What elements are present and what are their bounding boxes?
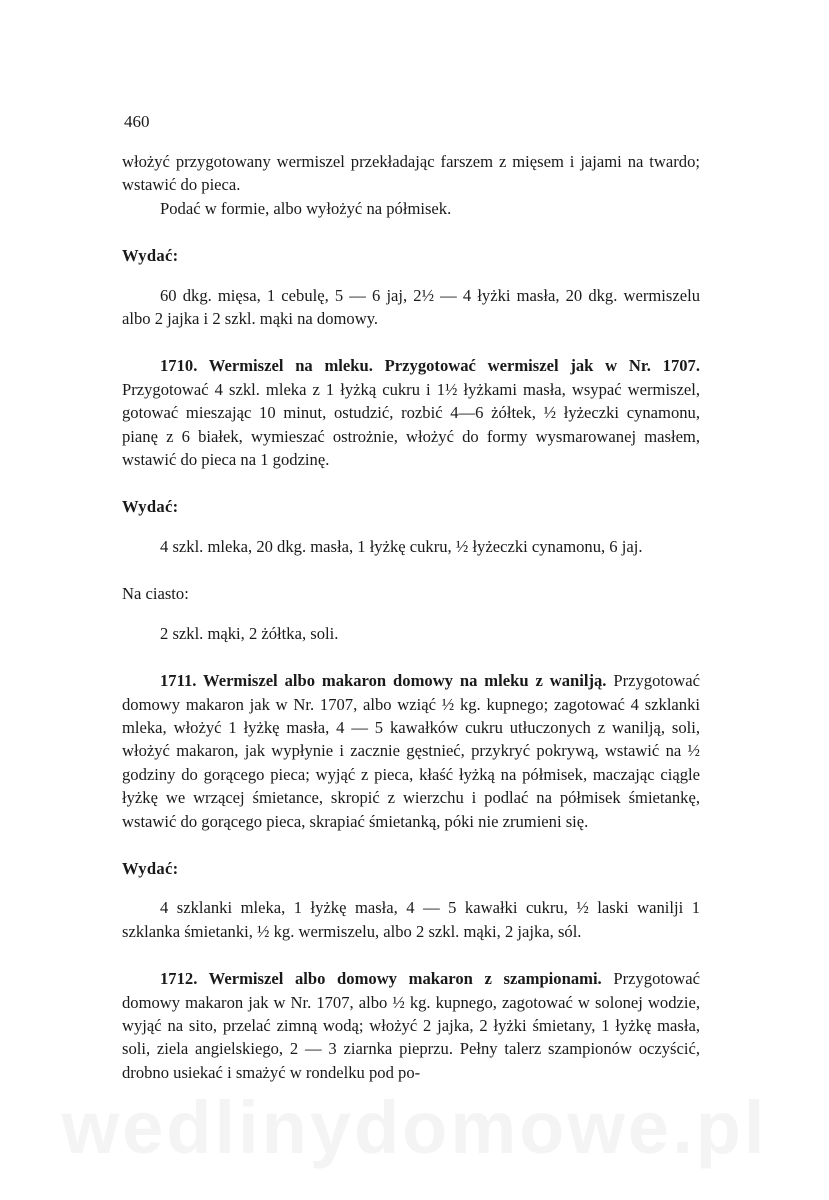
wydac-heading: Wydać: [122, 246, 179, 266]
recipe-1711-title: 1711. Wermiszel albo makaron domowy na mleku z wanilją. [160, 671, 607, 691]
paragraph-continuation: włożyć przygotowany wermiszel przekładając farszem z mięsem i jajami na twardo; wstawić do pieca. [122, 152, 700, 195]
recipe-1711-ingredients: 4 szklanki mleka, 1 łyżkę masła, 4 — 5 kawałki cukru, ½ laski wanilji 1 szklanka śmietanki, ½ kg. wermiszelu, albo 2 szkl. mąki, 2 jajka, sól. [122, 898, 700, 941]
na-ciasto-heading: Na ciasto: [122, 584, 189, 604]
recipe-1712 [122, 967, 700, 1084]
page-number: 460 [124, 112, 150, 131]
recipe-1710-body: Przygotować 4 szkl. mleka z 1 łyżką cukru i 1½ łyżkami masła, wsypać wermiszel, gotować mieszając 10 minut, ostudzić, rozbić 4—6 żółtek, ½ łyżeczki cynamonu, pianę z 6 białek, wymieszać ostrożnie, włożyć do formy wysmarowanej masłem, wstawić do pieca na 1 godzinę. [122, 379, 700, 470]
recipe-1710-ingredients: 4 szkl. mleka, 20 dkg. masła, 1 łyżkę cukru, ½ łyżeczki cynamonu, 6 jaj. [160, 536, 643, 556]
page-text [122, 150, 700, 1084]
recipe-1711-body: Przygotować domowy makaron jak w Nr. 1707, albo wziąć ½ kg. kupnego; zagotować 4 szklanki mleka, włożyć 1 łyżkę masła, 4 — 5 kawałków cukru utłuczonych z wanilją, soli, włożyć makaron, jak wypłynie i zacznie gęstnieć, przykryć pokrywą, wstawić na ½ godziny do gorącego pieca; wyjąć z pieca, kłaść łyżką na półmisek, maczając ciągle łyżkę we wrzącej śmietance, skropić z wierzchu i podlać na półmisek śmietankę, wstawić do gorącego pieca, skrapiać śmietanką, póki nie zrumieni się. [122, 671, 700, 831]
recipe-1710-title: 1710. Wermiszel na mleku. Przygotować wermiszel jak w Nr. 1707. [160, 356, 700, 376]
wydac-heading: Wydać: [122, 497, 179, 517]
wydac-heading: Wydać: [122, 858, 179, 878]
recipe-1712-body: Przygotować domowy makaron jak w Nr. 1707, albo ½ kg. kupnego, zagotować w solonej wodzie, wyjąć na sito, przelać zimną wodą; włożyć 2 jajka, 2 łyżki śmietany, 1 łyżkę masła, soli, ziela angielskiego, 2 — 3 ziarnka pieprzu. Pełny talerz szampionów oczyścić, drobno usiekać i smażyć w rondelku pod po- [122, 969, 700, 1082]
recipe-1711 [122, 669, 700, 833]
recipe-1712-title: 1712. Wermiszel albo domowy makaron z szampionami. [160, 969, 602, 989]
ingredients-list: 60 dkg. mięsa, 1 cebulę, 5 — 6 jaj, 2½ — 4 łyżki masła, 20 dkg. wermiszelu albo 2 jajka i 2 szkl. mąki na domowy. [122, 285, 700, 329]
recipe-1710 [122, 354, 700, 471]
na-ciasto-ingredients: 2 szkl. mąki, 2 żółtka, soli. [160, 623, 339, 643]
watermark: wedlinydomowe.pl [61, 1086, 768, 1169]
paragraph-serve: Podać w formie, albo wyłożyć na półmisek. [160, 198, 452, 218]
